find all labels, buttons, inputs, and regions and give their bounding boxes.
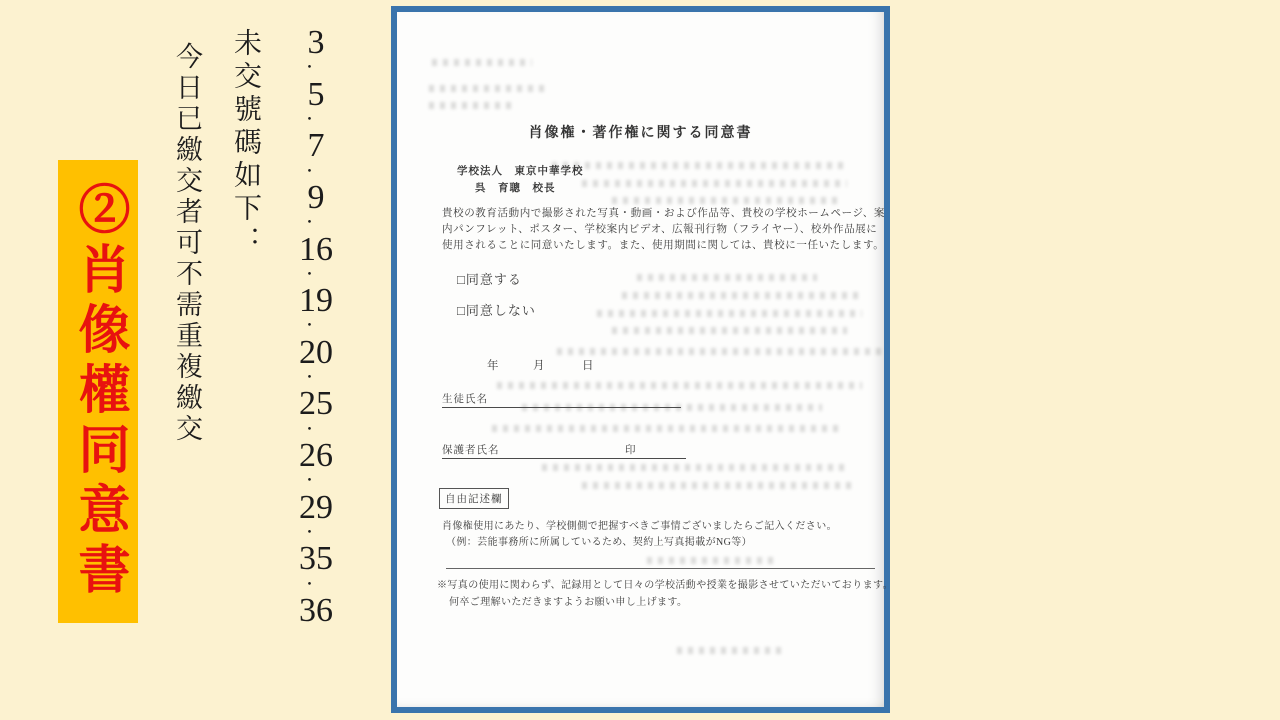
- bleed-through-smudge: [677, 647, 787, 654]
- bleed-through-smudge: [582, 482, 852, 489]
- number-separator: ・: [302, 163, 318, 180]
- disagree-checkbox-label: □同意しない: [457, 303, 536, 318]
- footnote-line: 何卒ご理解いただきますようお願い申し上げます。: [449, 597, 688, 608]
- absent-number: 16: [299, 230, 333, 268]
- body-text-line: 内パンフレット、ポスター、学校案内ビデオ、広報刊行物（フライヤー）、校外作品展に: [442, 224, 878, 235]
- bleed-through-smudge: [497, 382, 862, 389]
- date-day-label: 日: [582, 360, 594, 372]
- number-separator: ・: [302, 318, 318, 335]
- absent-number: 36: [299, 591, 333, 629]
- bleed-through-smudge: [612, 197, 842, 204]
- number-separator: ・: [302, 60, 318, 77]
- absent-number: 9: [307, 178, 325, 216]
- body-text-line: 使用されることに同意いたします。また、使用期間に関しては、貴校に一任いたします。: [442, 240, 885, 251]
- absent-number: 35: [299, 540, 333, 578]
- absent-number: 3: [307, 24, 325, 61]
- number-separator: ・: [302, 370, 318, 387]
- bleed-through-smudge: [432, 59, 532, 66]
- bleed-through-smudge: [552, 162, 847, 169]
- free-text-instruction-line: （例：芸能事務所に所属しているため、契約上写真掲載がNG等）: [446, 537, 753, 548]
- student-name-label: 生徒氏名: [442, 394, 488, 405]
- free-text-instruction-line: 肖像権使用にあたり、学校側側で把握すべきご事情ございましたらご記入ください。: [442, 521, 837, 532]
- bleed-through-smudge: [597, 310, 862, 317]
- bleed-through-smudge: [429, 85, 544, 92]
- body-text-line: 貴校の教育活動内で撮影された写真・動画・および作品等、貴校の学校ホームページ、案: [442, 208, 885, 219]
- absent-number: 7: [307, 127, 325, 165]
- divider-line: [446, 568, 875, 569]
- absent-number: 29: [299, 488, 333, 526]
- number-separator: ・: [302, 524, 318, 541]
- bleed-through-smudge: [542, 464, 847, 471]
- absent-number: 26: [299, 437, 333, 474]
- number-separator: ・: [302, 111, 318, 128]
- footnote-line: ※写真の使用に関わらず、記録用として日々の学校活動や授業を撮影させていただいております。: [437, 580, 893, 591]
- note-missing-numbers-heading: 未交號碼如下：: [230, 28, 261, 259]
- consent-form-scan: [391, 6, 893, 713]
- student-name-field: [442, 391, 681, 408]
- banner-title-text: ②肖像權同意書: [70, 181, 127, 602]
- bleed-through-smudge: [429, 102, 514, 109]
- absent-number: 19: [299, 282, 333, 320]
- date-month-label: 月: [533, 360, 545, 372]
- guardian-name-label: 保護者氏名: [442, 445, 500, 456]
- bleed-through-smudge: [622, 292, 862, 299]
- absent-number: 5: [307, 75, 325, 113]
- bleed-through-smudge: [582, 180, 847, 187]
- school-name: 学校法人 東京中華学校: [457, 166, 584, 177]
- number-separator: ・: [302, 266, 318, 283]
- date-year-label: 年: [487, 360, 499, 372]
- note-already-submitted: 今日已繳交者可不需重複繳交: [172, 42, 202, 445]
- number-separator: ・: [302, 421, 318, 438]
- bleed-through-smudge: [612, 327, 847, 334]
- form-title: 肖像権・著作権に関する同意書: [528, 126, 753, 141]
- bleed-through-smudge: [492, 425, 842, 432]
- bleed-through-smudge: [637, 274, 817, 281]
- absent-numbers-list: [294, 26, 338, 628]
- absent-number: 20: [299, 333, 333, 371]
- bleed-through-smudge: [557, 348, 887, 355]
- principal-name: 呉 育聰 校長: [475, 183, 556, 194]
- bleed-through-smudge: [647, 557, 777, 564]
- free-text-box-label: 自由記述欄: [439, 488, 509, 509]
- agree-checkbox-label: □同意する: [457, 272, 522, 287]
- guardian-name-field: [442, 442, 686, 459]
- number-separator: ・: [302, 576, 318, 593]
- absent-number: 25: [299, 385, 333, 423]
- seal-label: 印: [625, 445, 637, 456]
- title-banner: [58, 160, 138, 623]
- number-separator: ・: [302, 215, 318, 232]
- number-separator: ・: [302, 473, 318, 490]
